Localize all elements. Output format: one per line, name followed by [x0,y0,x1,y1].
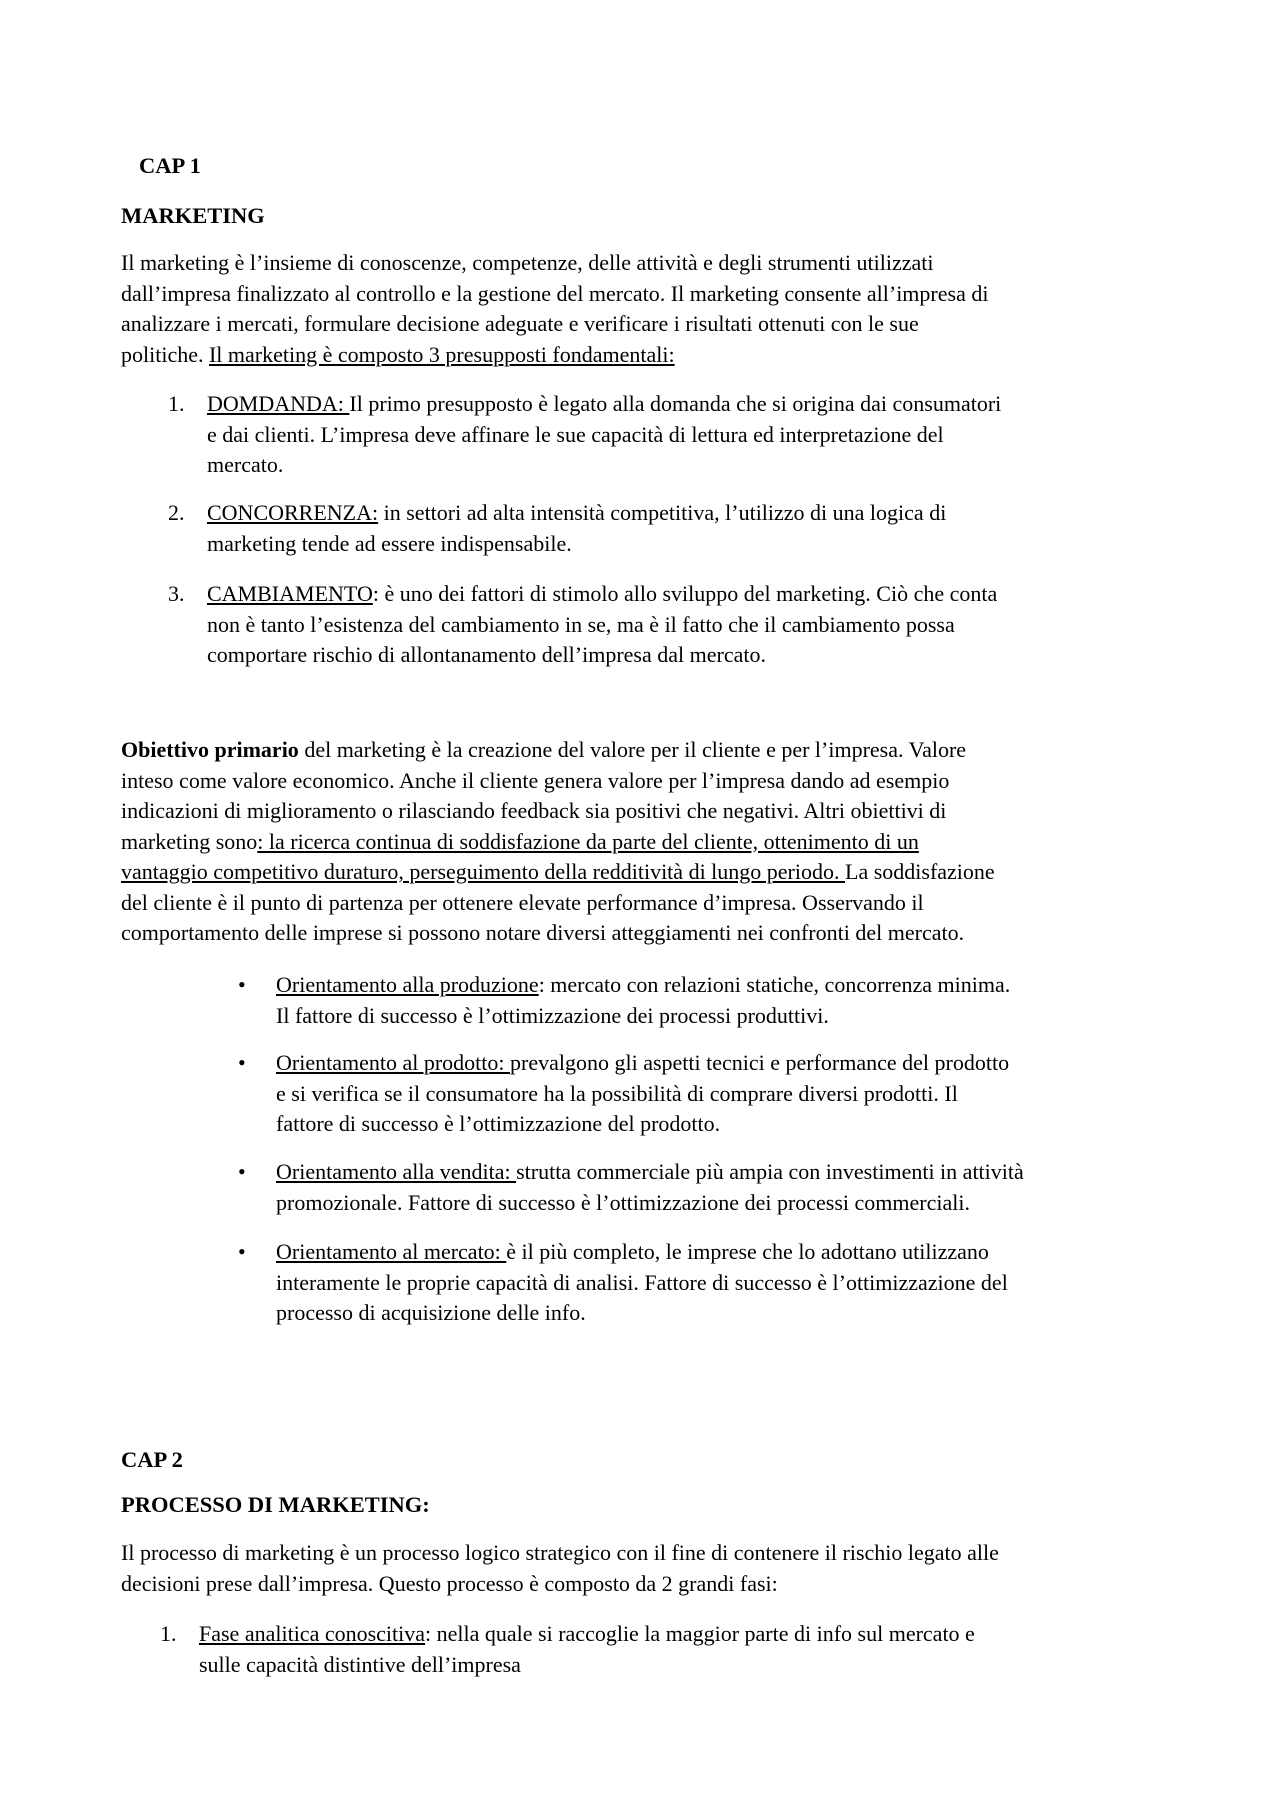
intro-line: Il marketing è l’insieme di conoscenze, competenze, delle attività e degli strumenti utilizzati [121,250,934,275]
bullet-term: Orientamento alla produzione [276,972,539,997]
intro-underlined: Il marketing è composto 3 presupposti fondamentali: [208,341,675,367]
bullet-marker: • [238,972,246,997]
bullet-marker: • [238,1239,246,1264]
list-term: CONCORRENZA: [207,500,379,525]
intro-paragraph [121,248,1171,370]
list-marker: 2. [168,500,185,525]
list-term: CAMBIAMENTO [207,581,373,606]
chapter-title: PROCESSO DI MARKETING: [121,1492,430,1517]
bullet-marker: • [238,1050,246,1075]
intro-line: dall’impresa finalizzato al controllo e la gestione del mercato. Il marketing consente all’impresa di [121,280,989,306]
chapter-label: CAP 1 [139,153,201,178]
bullet-term: Orientamento al mercato: [276,1239,507,1264]
list-marker: 3. [168,581,185,606]
chapter-label: CAP 2 [121,1447,183,1472]
list-term: DOMDANDA: [207,391,350,416]
bullet-marker: • [238,1159,246,1184]
intro-line: analizzare i mercati, formulare decisione adeguate e verificare i risultati ottenuti con le sue [121,311,919,336]
bullet-term: Orientamento al prodotto: [276,1050,510,1075]
cap2-intro-paragraph: Il processo di marketing è un processo logico strategico con il fine di contenere il rischio legato alle decisioni prese dall’impresa. Questo processo è composto da 2 grandi fasi: [121,1540,999,1596]
chapter-title: MARKETING [121,203,265,228]
intro-line: politiche. Il marketing è composto 3 presupposti fondamentali: [121,341,675,367]
obiettivo-bold: Obiettivo primario [121,737,299,762]
list-term: Fase analitica conoscitiva [199,1621,426,1646]
obiettivo-paragraph: Obiettivo primario del marketing è la creazione del valore per il cliente e per l’impresa. Valore inteso come valore economico. Anche il cliente genera valore per l’impresa dando ad esempio indicazioni di miglioramento o rilasciando feedback sia positivi che negativi. Altri obiettivi di marketing sono: la ricerca continua di soddisfazione da parte del cliente, ottenimento di un vantaggio competitivo duraturo, perseguimento della redditività di lungo periodo. La soddisfazione del cliente è il punto di partenza per ottenere elevate performance d’impresa. Osservando il comportamento delle imprese si possono notare diversi atteggiamenti nei confronti del mercato. [121,737,995,945]
list-marker: 1. [168,391,185,416]
document-page: CAP 1 MARKETING Il marketing è l’insieme di conoscenze, competenze, delle attività e degli strumenti utilizzati dall’impresa finalizzato al controllo e la gestione del mercato. Il marketing consente all’impresa di analizzare i mercati, formulare decisione adeguate e verificare i risultati ottenuti con le sue politiche. Il marketing è composto 3 presupposti fondamentali: 1. DOMDANDA: Il primo presupposto è legato alla domanda che si origina dai consumatori e dai clienti. L’impresa deve affinare le sue capacità di lettura ed interpretazione del mercato. 2. CONCORRENZA: in settori ad alta intensità competitiva, l’utilizzo di una logica di marketing tende ad essere indispensabile. 3. CAMBIAMENTO: è uno dei fattori di stimolo allo sviluppo del marketing. Ciò che conta non è tanto l’esistenza del cambiamento in se, ma è il fatto che il cambiamento possa comportare rischio di allontanamento dell’impresa dal mercato. Obiettivo primario del marketing è la creazione del valore per il cliente e per l’impresa. Valore inteso come valore economico. Anche il cliente genera valore per l’impresa dando ad esempio indicazioni di miglioramento o rilasciando feedback sia positivi che negativi. Altri obiettivi di marketing sono: la ricerca continua di soddisfazione da parte del cliente, ottenimento di un vantaggio competitivo duraturo, perseguimento della redditività di lungo periodo. La soddisfazione del cliente è il punto di partenza per ottenere elevate performance d’impresa. Osservando il comportamento delle imprese si possono notare diversi atteggiamenti nei confronti del mercato. • Orientamento alla produzione: mercato con relazioni statiche, concorrenza minima. Il fattore di successo è l’ottimizzazione dei processi produttivi. • Orientamento al prodotto: prevalgono gli aspetti tecnici e performance del prodotto e si verifica se il consumatore ha la possibilità di comprare diversi prodotti. Il fattore di successo è l’ottimizzazione del prodotto. • Orientamento alla vendita: strutta commerciale più ampia con investimenti in attività promozionale. Fattore di successo è l’ottimizzazione dei processi commerciali. • Orientamento al mercato: è il più completo, le imprese che lo adottano utilizzano interamente le proprie capacità di analisi. Fattore di successo è l’ottimizzazione del processo di acquisizione delle info. CAP 2 PROCESSO DI MARKETING: Il processo di marketing è un processo logico strategico con il fine di contenere il rischio legato alle decisioni prese dall’impresa. Questo processo è composto da 2 grandi fasi: 1. Fase analitica conoscitiva: nella quale si raccoglie la maggior parte di info sul mercato e sulle capacità distintive dell’impresa [0,0,1280,1811]
bullet-term: Orientamento alla vendita: [276,1159,517,1184]
list-marker: 1. [160,1621,177,1646]
